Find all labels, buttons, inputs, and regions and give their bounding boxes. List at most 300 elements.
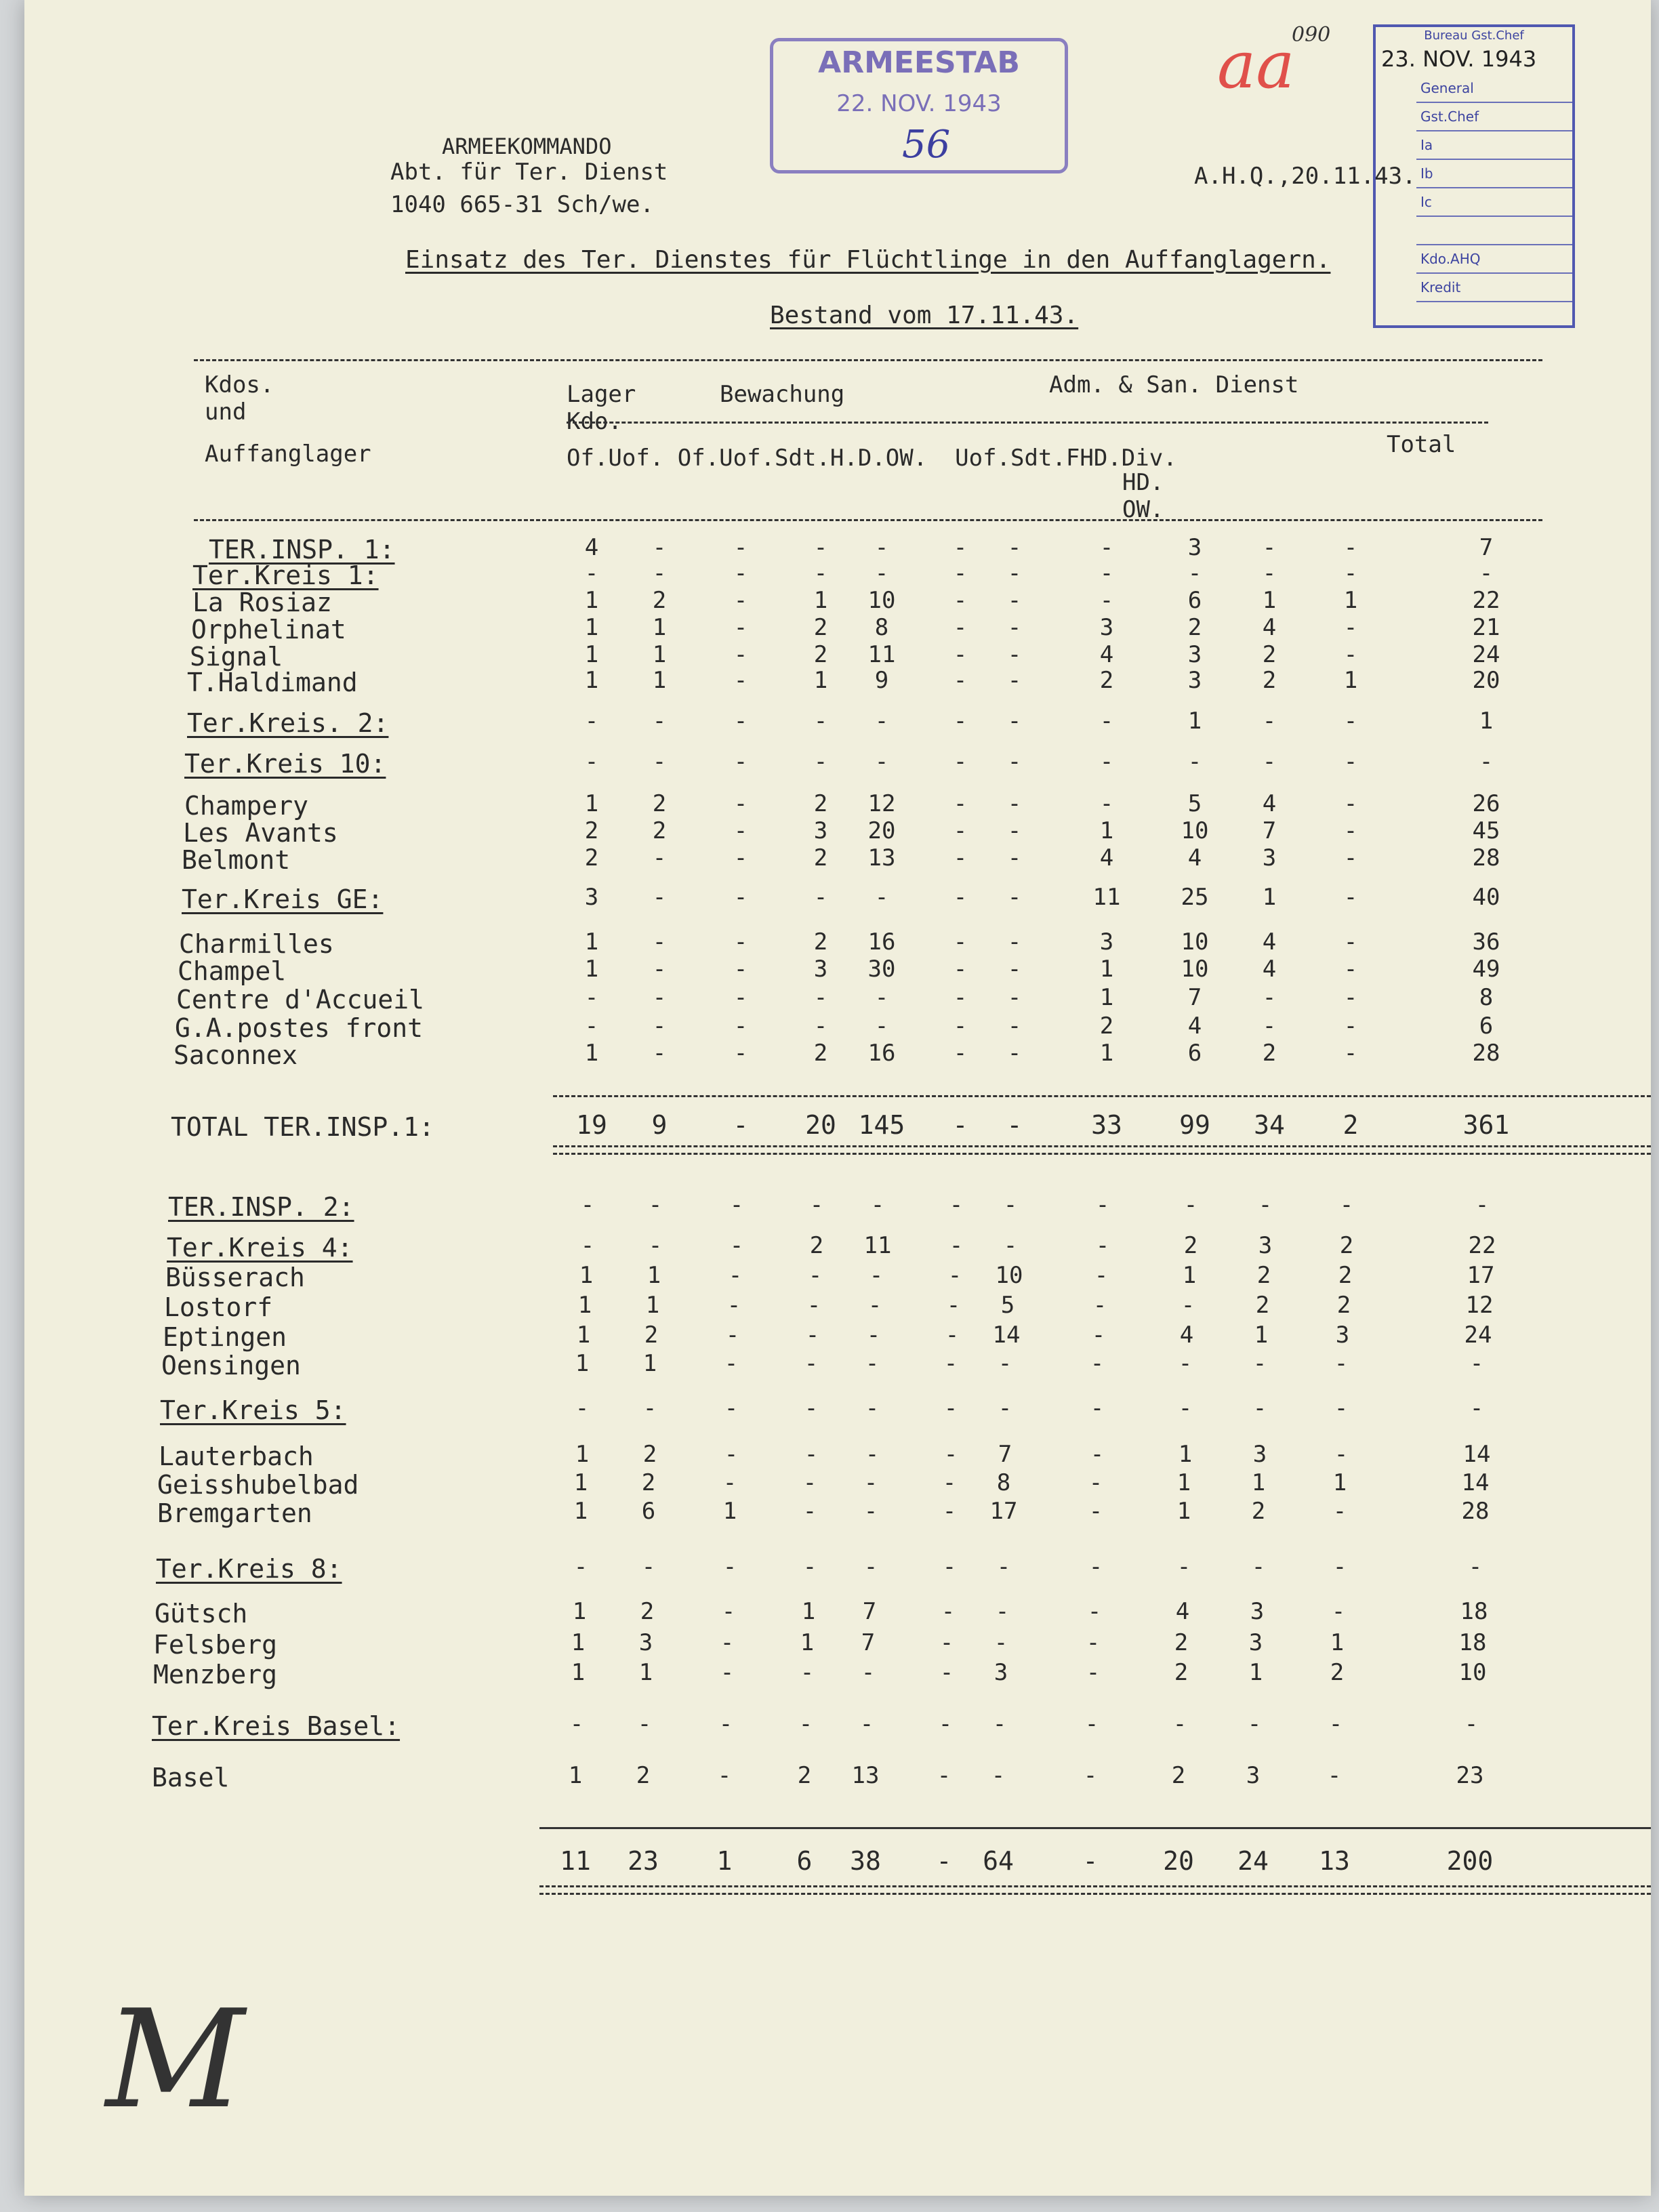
subcolumns: Of.Uof. Of.Uof.Sdt.H.D.OW. Uof.Sdt.FHD.Div. (567, 445, 1177, 472)
cell: - (804, 1350, 819, 1377)
cell: - (733, 748, 748, 775)
table-row (24, 1498, 1651, 1529)
cell: 21 (1472, 614, 1500, 641)
cell: 1 (1343, 587, 1358, 614)
cell: - (652, 1012, 667, 1040)
cell: 1 (573, 1498, 588, 1525)
cell: 1 (716, 1846, 733, 1876)
cell: - (733, 534, 748, 561)
cell: - (865, 1350, 880, 1377)
cell: - (808, 1262, 823, 1289)
cell: - (1181, 1292, 1195, 1319)
cell: - (865, 1441, 880, 1468)
cell: - (1343, 560, 1358, 587)
cell: 2 (652, 790, 667, 817)
cell: - (1088, 1469, 1103, 1496)
cell: 10 (1181, 817, 1209, 844)
cell: 17 (1467, 1262, 1495, 1289)
cell: - (998, 1350, 1012, 1377)
cell: - (1178, 1350, 1193, 1377)
cell: 3 (1246, 1762, 1261, 1789)
cell: 16 (867, 1040, 896, 1067)
cell: 2 (1336, 1292, 1351, 1319)
cell: - (1479, 560, 1494, 587)
cell: - (1007, 884, 1022, 911)
cell: - (802, 1469, 817, 1496)
cell: 2 (1256, 1262, 1271, 1289)
cell: - (866, 1322, 881, 1349)
cell: 11 (863, 1232, 892, 1259)
cell: 3 (1248, 1629, 1263, 1656)
cell: - (941, 1598, 956, 1625)
cell: 1 (1332, 1469, 1347, 1496)
cell: - (953, 1012, 968, 1040)
red-initials: aa (1217, 27, 1295, 103)
cell: - (733, 984, 748, 1011)
cell: 3 (1262, 844, 1277, 872)
cell: - (573, 1553, 588, 1580)
cell: - (1007, 560, 1022, 587)
cell: - (953, 534, 968, 561)
cell: 2 (640, 1598, 655, 1625)
cell: - (1328, 1711, 1343, 1738)
cell: 28 (1472, 1040, 1500, 1067)
stamp-number: 56 (902, 123, 951, 167)
cell: - (861, 1659, 876, 1686)
cell: 10 (867, 587, 896, 614)
row-label: Menzberg (153, 1660, 278, 1689)
group-row (24, 884, 1651, 915)
cell: 1 (576, 1322, 591, 1349)
cell: - (1343, 708, 1358, 735)
cell: 7 (862, 1598, 877, 1625)
table-row (24, 1322, 1651, 1353)
cell: - (725, 1322, 740, 1349)
cell: - (1343, 956, 1358, 983)
cell: - (953, 641, 968, 668)
cell: - (1251, 1553, 1266, 1580)
cell: - (1007, 641, 1022, 668)
row-label: Les Avants (183, 818, 338, 848)
cell: - (1262, 748, 1277, 775)
cell: - (1258, 1191, 1273, 1218)
cell: 2 (642, 1441, 657, 1468)
table-row (24, 844, 1651, 876)
table-top-rule (194, 359, 1542, 361)
table-row (24, 1441, 1651, 1472)
cell: - (733, 587, 748, 614)
row-label: Felsberg (153, 1630, 278, 1660)
cell: 1 (575, 1441, 590, 1468)
cell: - (1332, 1553, 1347, 1580)
cell: - (874, 984, 889, 1011)
cell: - (1007, 844, 1022, 872)
cell: 2 (1099, 667, 1114, 694)
cell: 19 (576, 1110, 607, 1140)
cell: - (953, 884, 968, 911)
cell: - (1090, 1350, 1105, 1377)
row-label: Bremgarten (157, 1498, 312, 1528)
cell: - (580, 1191, 595, 1218)
cell: - (874, 708, 889, 735)
cell: - (945, 1322, 960, 1349)
cell: 16 (867, 928, 896, 956)
cell: - (1343, 817, 1358, 844)
cell: 2 (641, 1469, 656, 1496)
subheader-rule (567, 422, 1488, 424)
cell: - (813, 534, 828, 561)
cell: 5 (1000, 1292, 1015, 1319)
cell: 1 (1099, 1040, 1114, 1067)
cell: - (1003, 1232, 1018, 1259)
cell: - (729, 1191, 744, 1218)
cell: 3 (1335, 1322, 1350, 1349)
cell: - (1094, 1262, 1109, 1289)
cell: - (949, 1191, 964, 1218)
cell: 361 (1462, 1110, 1510, 1140)
cell: - (813, 560, 828, 587)
cell: - (1007, 984, 1022, 1011)
group-row (24, 708, 1651, 739)
cell: - (1343, 928, 1358, 956)
cell: - (992, 1711, 1007, 1738)
table-row (24, 1659, 1651, 1690)
cell: 24 (1464, 1322, 1492, 1349)
group-row (24, 1711, 1651, 1742)
cell: 7 (998, 1441, 1012, 1468)
cell: 1 (642, 1350, 657, 1377)
cell: 2 (809, 1232, 824, 1259)
cell: - (584, 984, 599, 1011)
cell: 4 (1187, 844, 1202, 872)
row-label: TER.INSP. 2: (168, 1192, 354, 1222)
cell: 2 (1338, 1262, 1353, 1289)
total-double-rule-2 (539, 1885, 1651, 1895)
cell: - (1091, 1322, 1106, 1349)
cell: - (733, 560, 748, 587)
cell: - (722, 1469, 737, 1496)
cell: - (733, 614, 748, 641)
cell: - (722, 1553, 737, 1580)
cell: 1 (584, 614, 599, 641)
cell: 8 (1479, 984, 1494, 1011)
cell: 2 (1174, 1659, 1189, 1686)
cell: - (809, 1191, 824, 1218)
row-label: Gütsch (155, 1599, 248, 1629)
cell: 1 (1099, 817, 1114, 844)
cell: - (1327, 1762, 1342, 1789)
group-row (24, 1553, 1651, 1584)
cell: - (1343, 884, 1358, 911)
cell: - (874, 1012, 889, 1040)
cell: 2 (797, 1762, 812, 1789)
cell: 2 (813, 641, 828, 668)
cell: - (936, 1846, 952, 1876)
cell: - (733, 817, 748, 844)
group-row (24, 1191, 1651, 1223)
cell: - (1331, 1598, 1346, 1625)
cell: - (865, 1395, 880, 1422)
cell: - (953, 560, 968, 587)
cell: 45 (1472, 817, 1500, 844)
cell: 26 (1472, 790, 1500, 817)
cell: - (953, 790, 968, 817)
bureau-item: Ib (1416, 160, 1572, 188)
cell: 2 (1174, 1629, 1189, 1656)
cell: 20 (1163, 1846, 1194, 1876)
cell: 145 (858, 1110, 905, 1140)
cell: 2 (813, 1040, 828, 1067)
cell: - (575, 1395, 590, 1422)
cell: - (729, 1232, 744, 1259)
cell: - (1176, 1553, 1191, 1580)
cell: - (1007, 534, 1022, 561)
cell: 2 (652, 817, 667, 844)
row-label: G.A.postes front (175, 1013, 424, 1043)
cell: 4 (1187, 1012, 1202, 1040)
cell: 1 (575, 1350, 590, 1377)
cell: 36 (1472, 928, 1500, 956)
cell: - (652, 560, 667, 587)
cell: - (937, 1762, 951, 1789)
cell: - (733, 844, 748, 872)
cell: - (1090, 1441, 1105, 1468)
cell: - (652, 928, 667, 956)
cell: - (1475, 1191, 1490, 1218)
cell: - (942, 1469, 957, 1496)
cell: - (1088, 1498, 1103, 1525)
cell: - (804, 1395, 819, 1422)
cell: 8 (996, 1469, 1011, 1496)
row-label: Champel (178, 956, 287, 986)
group-row (24, 748, 1651, 779)
cell: - (1343, 614, 1358, 641)
cell: - (720, 1629, 735, 1656)
bureau-item: Kredit (1416, 274, 1572, 302)
cell: - (953, 614, 968, 641)
cell: 2 (644, 1322, 659, 1349)
cell: - (733, 667, 748, 694)
cell: - (802, 1498, 817, 1525)
cell: 10 (1458, 1659, 1487, 1686)
cell: 24 (1472, 641, 1500, 668)
table-row (24, 956, 1651, 987)
cell: - (994, 1629, 1008, 1656)
cell: - (995, 1598, 1010, 1625)
cell: 1 (800, 1629, 815, 1656)
cell: - (652, 708, 667, 735)
cell: 28 (1461, 1498, 1490, 1525)
cell: - (953, 587, 968, 614)
subtotal-rule (553, 1095, 1651, 1097)
cell: 1 (584, 1040, 599, 1067)
cell: - (996, 1553, 1011, 1580)
cell: 3 (638, 1629, 653, 1656)
signature: M (106, 1981, 245, 2139)
cell: - (863, 1553, 878, 1580)
cell: 40 (1472, 884, 1500, 911)
cell: 1 (568, 1762, 583, 1789)
cell: - (1007, 956, 1022, 983)
cell: - (805, 1322, 820, 1349)
cell: - (717, 1762, 732, 1789)
cell: - (953, 708, 968, 735)
cell: - (733, 956, 748, 983)
cell: - (867, 1292, 882, 1319)
cell: - (798, 1711, 813, 1738)
row-label: Belmont (182, 845, 291, 875)
cell: 20 (867, 817, 896, 844)
cell: 1 (813, 587, 828, 614)
cell: - (1088, 1553, 1103, 1580)
cell: - (1479, 748, 1494, 775)
cell: - (874, 748, 889, 775)
cell: 1 (1176, 1469, 1191, 1496)
cell: 2 (813, 614, 828, 641)
cell: 4 (1099, 844, 1114, 872)
cell: - (800, 1659, 815, 1686)
cell: 2 (1343, 1110, 1359, 1140)
cell: 4 (1262, 614, 1277, 641)
cell: - (813, 1012, 828, 1040)
cell: 2 (1262, 1040, 1277, 1067)
cell: 2 (636, 1762, 651, 1789)
cell: 1 (584, 641, 599, 668)
cell: 30 (867, 956, 896, 983)
cell: 1 (1187, 708, 1202, 735)
cell: 14 (992, 1322, 1021, 1349)
cell: - (1087, 1598, 1102, 1625)
cell: 25 (1181, 884, 1209, 911)
cell: - (1187, 560, 1202, 587)
row-label: Ter.Kreis 8: (156, 1554, 342, 1584)
department-name: Abt. für Ter. Dienst (390, 159, 668, 186)
cell: - (1007, 1040, 1022, 1067)
cell: 11 (1092, 884, 1121, 911)
cell: - (1464, 1711, 1479, 1738)
cell: 4 (1099, 641, 1114, 668)
row-label: TOTAL TER.INSP.1: (171, 1112, 434, 1142)
row-label: Lauterbach (159, 1441, 314, 1471)
cell: 2 (1262, 667, 1277, 694)
cell: - (726, 1292, 741, 1319)
cell: 4 (1175, 1598, 1190, 1625)
cell: - (728, 1262, 743, 1289)
cell: 2 (1183, 1232, 1198, 1259)
cell: 1 (1251, 1469, 1266, 1496)
cell: - (718, 1711, 733, 1738)
cell: - (1469, 1395, 1484, 1422)
bureau-items (1416, 75, 1572, 302)
table-row (24, 1262, 1651, 1293)
cell: 18 (1460, 1598, 1488, 1625)
cell: 23 (628, 1846, 659, 1876)
cell: - (1095, 1191, 1110, 1218)
cell: 1 (1099, 984, 1114, 1011)
place-date: A.H.Q.,20.11.43. (1194, 163, 1416, 190)
cell: 3 (1187, 534, 1202, 561)
col-auffanglager: Auffanglager (205, 441, 371, 468)
cell: - (1252, 1350, 1267, 1377)
cell: - (953, 667, 968, 694)
row-label: Ter.Kreis 10: (184, 749, 386, 779)
cell: - (813, 884, 828, 911)
cell: 2 (1255, 1292, 1270, 1319)
cell: - (642, 1395, 657, 1422)
row-label: Ter.Kreis 1: (192, 560, 379, 590)
cell: - (1084, 1711, 1099, 1738)
cell: - (802, 1553, 817, 1580)
cell: 10 (1181, 956, 1209, 983)
cell: 17 (989, 1498, 1018, 1525)
row-label: Oensingen (161, 1351, 301, 1380)
cell: 1 (1330, 1629, 1345, 1656)
document-title: Einsatz des Ter. Dienstes für Flüchtlinge in den Auffanglagern. (405, 246, 1331, 274)
cell: 18 (1458, 1629, 1487, 1656)
cell: 3 (994, 1659, 1008, 1686)
cell: 3 (1258, 1232, 1273, 1259)
cell: - (1262, 1012, 1277, 1040)
cell: - (1099, 748, 1114, 775)
cell: 3 (1099, 928, 1114, 956)
cell: - (953, 844, 968, 872)
row-label: T.Haldimand (187, 668, 358, 697)
cell: - (1082, 1846, 1099, 1876)
cell: - (1086, 1629, 1101, 1656)
cell: - (1099, 708, 1114, 735)
cell: - (721, 1598, 736, 1625)
cell: - (1247, 1711, 1262, 1738)
table-row (24, 1350, 1651, 1381)
cell: 1 (584, 928, 599, 956)
cell: 2 (813, 790, 828, 817)
cell: 1 (579, 1262, 594, 1289)
basel-rule (539, 1827, 1651, 1829)
cell: - (953, 1040, 968, 1067)
cell: 1 (647, 1262, 661, 1289)
cell: - (1095, 1232, 1110, 1259)
cell: 22 (1472, 587, 1500, 614)
cell: - (652, 956, 667, 983)
cell: 1 (722, 1498, 737, 1525)
cell: - (1007, 708, 1022, 735)
cell: - (1343, 641, 1358, 668)
cell: - (952, 1110, 968, 1140)
cell: 13 (1319, 1846, 1350, 1876)
table-row (24, 667, 1651, 698)
cell: - (998, 1395, 1012, 1422)
cell: 8 (874, 614, 889, 641)
cell: - (806, 1292, 821, 1319)
cell: - (1334, 1350, 1349, 1377)
cell: 34 (1254, 1110, 1285, 1140)
bureau-item: Ic (1416, 188, 1572, 217)
armeestab-stamp (770, 38, 1068, 173)
cell: - (1083, 1762, 1098, 1789)
cell: 28 (1472, 844, 1500, 872)
cell: 2 (1339, 1232, 1354, 1259)
cell: 1 (584, 667, 599, 694)
cell: 1 (1254, 1322, 1269, 1349)
cell: 1 (1479, 708, 1494, 735)
cell: 12 (867, 790, 896, 817)
bureau-heading: Bureau Gst.Chef (1424, 28, 1524, 43)
cell: - (733, 1012, 748, 1040)
cell: - (1007, 928, 1022, 956)
cell: - (1469, 1350, 1484, 1377)
cell: - (733, 1040, 748, 1067)
col-bewachung: Bewachung (720, 381, 845, 408)
